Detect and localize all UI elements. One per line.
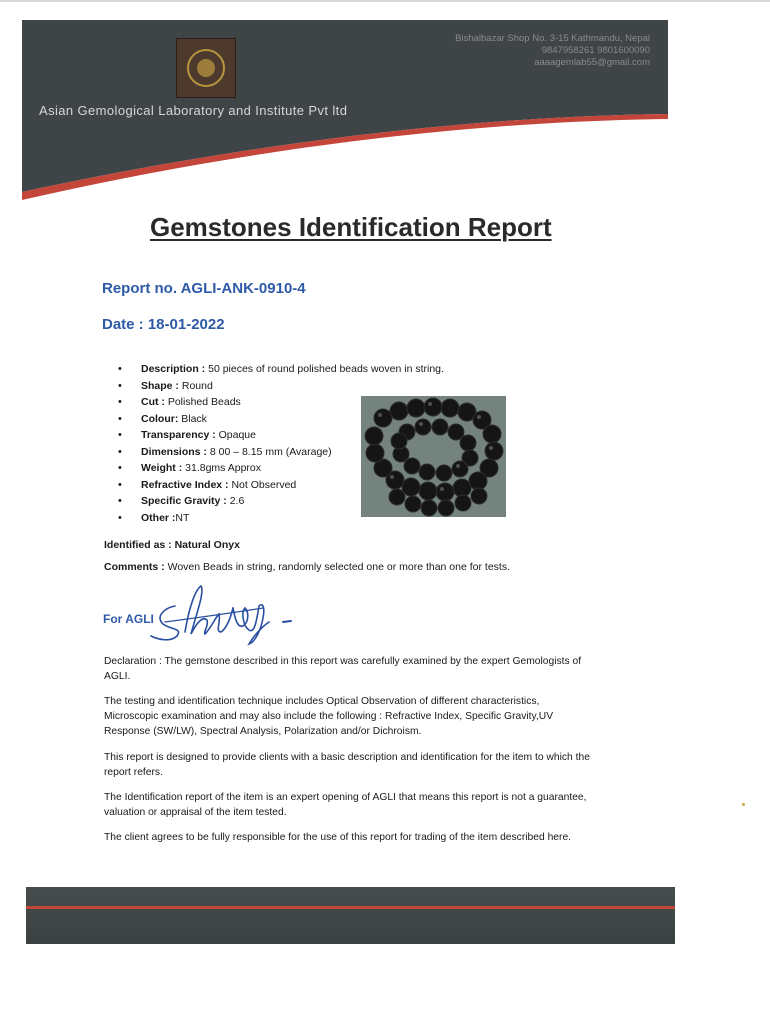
report-title: Gemstones Identification Report <box>150 212 552 242</box>
detail-other: • Other :NT <box>116 510 444 527</box>
detail-dimensions: • Dimensions : 8 00 – 8.15 mm (Avarage) <box>116 444 444 461</box>
lab-name: Asian Gemological Laboratory and Institute Pvt ltd <box>39 103 348 118</box>
lab-seal-icon <box>176 38 236 98</box>
testing-technique-paragraph: The testing and identification technique includes Optical Observation of different characteristics, Microscopic examination and may also include the following : Refractive Index, Specific Gravity,UV Response (SW/LW), Spectral Analysis, Polarization and/or Dichroism. <box>104 696 554 737</box>
scan-top-edge <box>0 0 770 2</box>
footer-accent-line <box>26 906 675 909</box>
detail-weight: • Weight : 31.8gms Approx <box>116 460 444 477</box>
report-purpose-paragraph: This report is designed to provide clients with a basic description and identification for the item to which the report refers. <box>104 752 590 778</box>
contact-address: Bishalbazar Shop No. 3-15 Kathmandu, Nepal <box>455 33 650 44</box>
comments: Comments : Woven Beads in string, randomly selected one or more than one for tests. <box>104 561 511 573</box>
scan-speck <box>742 803 745 806</box>
gemstone-photo <box>361 396 506 517</box>
identified-as: Identified as : Natural Onyx <box>104 539 240 551</box>
detail-cut: • Cut : Polished Beads <box>116 394 444 411</box>
declaration-paragraph: Declaration : The gemstone described in this report was carefully examined by the expert Gemologists of AGLI. <box>104 656 582 682</box>
detail-colour: • Colour: Black <box>116 411 444 428</box>
detail-shape: • Shape : Round <box>116 378 444 395</box>
detail-transparency: • Transparency : Opaque <box>116 427 444 444</box>
detail-description: • Description : 50 pieces of round polished beads woven in string. <box>116 361 444 378</box>
contact-info <box>455 33 650 69</box>
expert-opinion-paragraph: The Identification report of the item is an expert opening of AGLI that means this report is not a guarantee, valuation or appraisal of the item tested. <box>104 792 587 818</box>
contact-email: aaaagemlab55@gmail.com <box>534 57 650 68</box>
contact-phone: 9847958261 9801600090 <box>541 45 650 56</box>
client-responsibility-paragraph: The client agrees to be fully responsible for the use of this report for trading of the item described here. <box>104 832 572 843</box>
detail-specific-gravity: • Specific Gravity : 2.6 <box>116 493 444 510</box>
onyx-beads-image <box>361 396 506 517</box>
report-date: Date : 18-01-2022 <box>102 316 225 333</box>
footer-band <box>26 887 675 944</box>
handwritten-signature <box>145 578 305 648</box>
report-number: Report no. AGLI-ANK-0910-4 <box>102 280 306 297</box>
signature-label: For AGLI <box>103 612 154 626</box>
detail-refractive-index: • Refractive Index : Not Observed <box>116 477 444 494</box>
